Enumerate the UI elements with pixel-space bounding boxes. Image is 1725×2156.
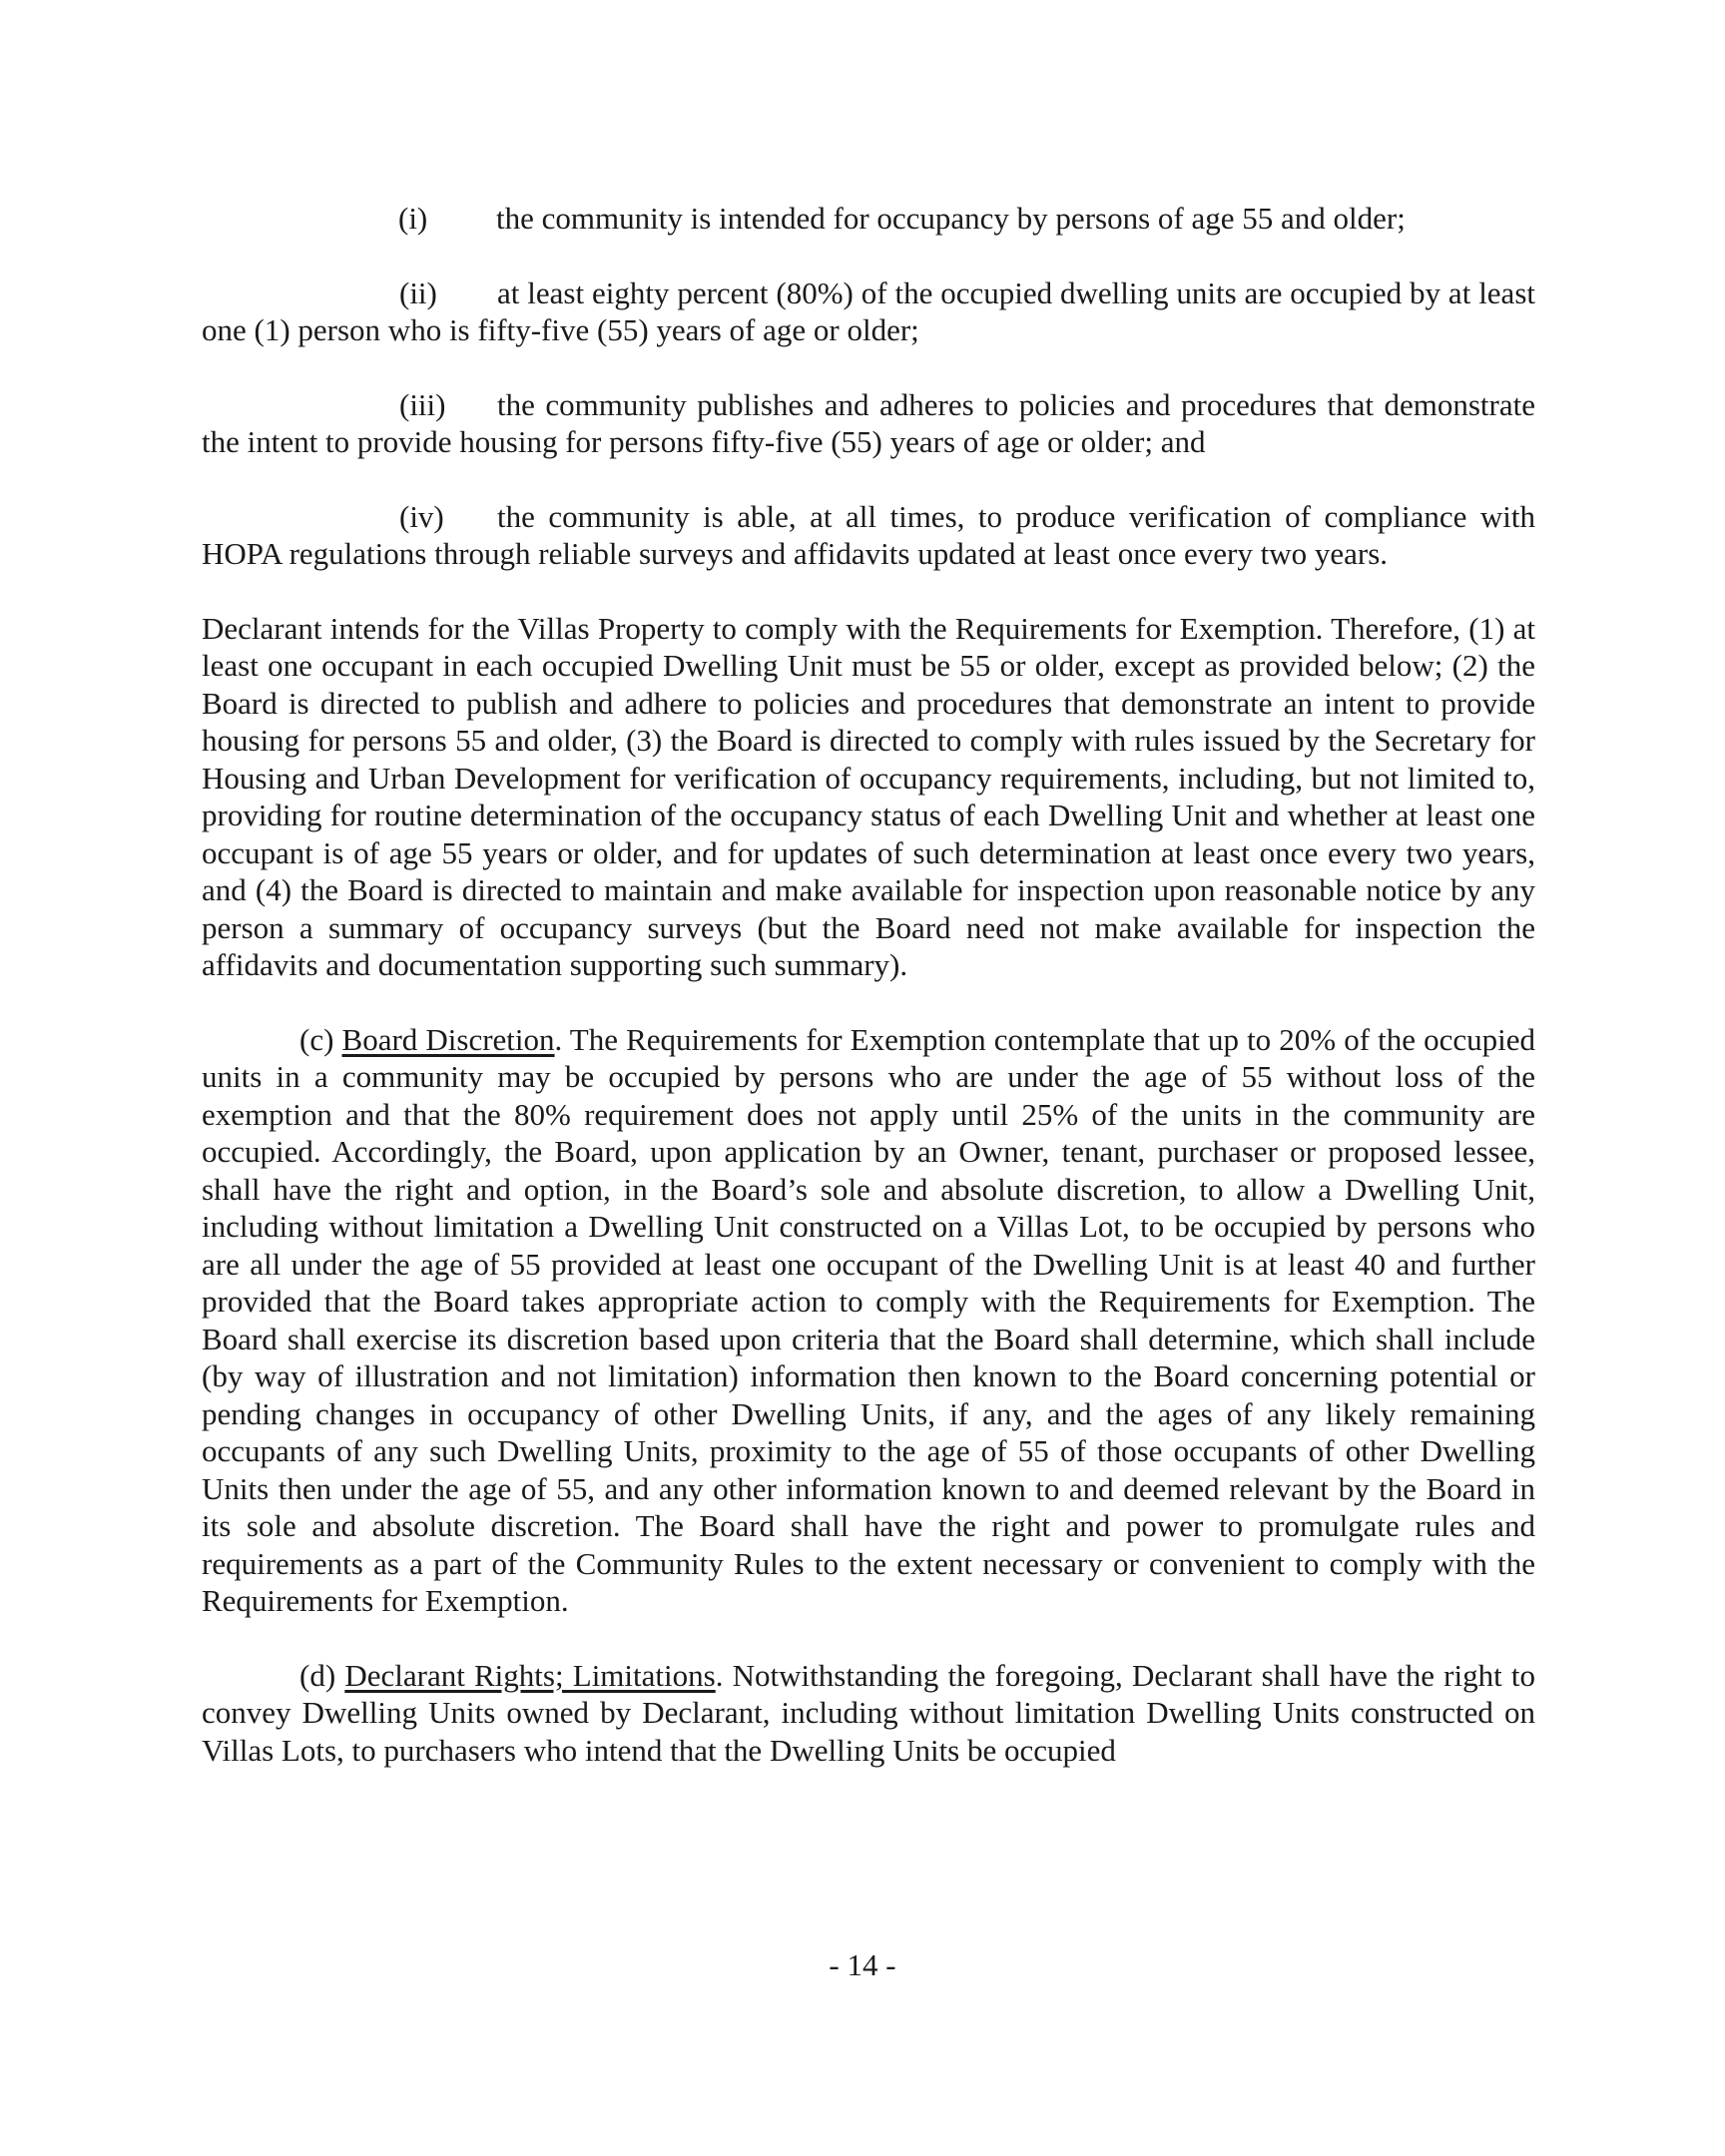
list-item-number: (iii) — [399, 386, 446, 422]
section-c-label: (c) — [299, 1021, 334, 1057]
list-item-number: (iv) — [399, 498, 444, 534]
section-d-declarant-rights — [202, 1657, 1535, 1770]
list-item-iii — [202, 386, 1535, 461]
section-c-heading: Board Discretion — [341, 1021, 555, 1057]
section-c-text: . The Requirements for Exemption contemplate that up to 20% of the occupied units in a community may be occupied by persons who are under the age of 55 without loss of the exemption and that the 80% requirement does not apply until 25% of the units in the community are occupied. Accordingly, the Board, upon application by an Owner, tenant, purchaser or proposed lessee, shall have the right and option, in the Board’s sole and absolute discretion, to allow a Dwelling Unit, including without limitation a Dwelling Unit constructed on a Villas Lot, to be occupied by persons who are all under the age of 55 provided at least one occupant of the Dwelling Unit is at least 40 and further provided that the Board takes appropriate action to comply with the Requirements for Exemption. The Board shall exercise its discretion based upon criteria that the Board shall determine, which shall include (by way of illustration and not limitation) information then known to the Board concerning potential or pending changes in occupancy of other Dwelling Units, if any, and the ages of any likely remaining occupants of any such Dwelling Units, proximity to the age of 55 of those occupants of other Dwelling Units then under the age of 55, and any other information known to and deemed relevant by the Board in its sole and absolute discretion. The Board shall have the right and power to promulgate rules and requirements as a part of the Community Rules to the extent necessary or convenient to comply with the Requirements for Exemption. — [202, 1021, 1536, 1618]
list-item-text: the community is able, at all times, to produce verification of compliance with HOPA regulations through reliable surveys and affidavits updated at least once every two years. — [202, 498, 1535, 571]
list-item-ii — [202, 274, 1535, 349]
section-d-label: (d) — [299, 1657, 336, 1693]
section-d-heading: Declarant Rights; Limitations — [344, 1657, 716, 1693]
list-item-text: at least eighty percent (80%) of the occupied dwelling units are occupied by at least one (1) person who is fifty-five (55) years of age or older; — [202, 274, 1535, 347]
page-number: - 14 - — [829, 1947, 896, 1982]
list-item-number: (ii) — [399, 274, 437, 310]
list-item-text: the community publishes and adheres to policies and procedures that demonstrate the intent to provide housing for persons fifty-five (55) years of age or older; and — [202, 386, 1535, 459]
list-item-iv — [202, 498, 1535, 573]
list-item-i — [202, 200, 1535, 238]
section-c-board-discretion — [202, 1021, 1535, 1620]
page-body — [202, 200, 1535, 1769]
declarant-paragraph: Declarant intends for the Villas Property to comply with the Requirements for Exemption. Therefore, (1) at least one occupant in each occupied Dwelling Unit must be 55 or older, except as provided below; (2) the Board is directed to publish and adhere to policies and procedures that demonstrate an intent to provide housing for persons 55 and older, (3) the Board is directed to comply with rules issued by the Secretary for Housing and Urban Development for verification of occupancy requirements, including, but not limited to, providing for routine determination of the occupancy status of each Dwelling Unit and whether at least one occupant is of age 55 years or older, and for updates of such determination at least once every two years, and (4) the Board is directed to maintain and make available for inspection upon reasonable notice by any person a summary of occupancy surveys (but the Board need not make available for inspection the affidavits and documentation supporting such summary). — [202, 610, 1535, 982]
list-item-text: the community is intended for occupancy by persons of age 55 and older; — [496, 201, 1406, 236]
section-d-text: . Notwithstanding the foregoing, Declarant shall have the right to convey Dwelling Units owned by Declarant, including without limitation Dwelling Units constructed on Villas Lots, to purchasers who intend that the Dwelling Units be occupied — [202, 1657, 1535, 1768]
list-item-number: (i) — [398, 201, 428, 236]
